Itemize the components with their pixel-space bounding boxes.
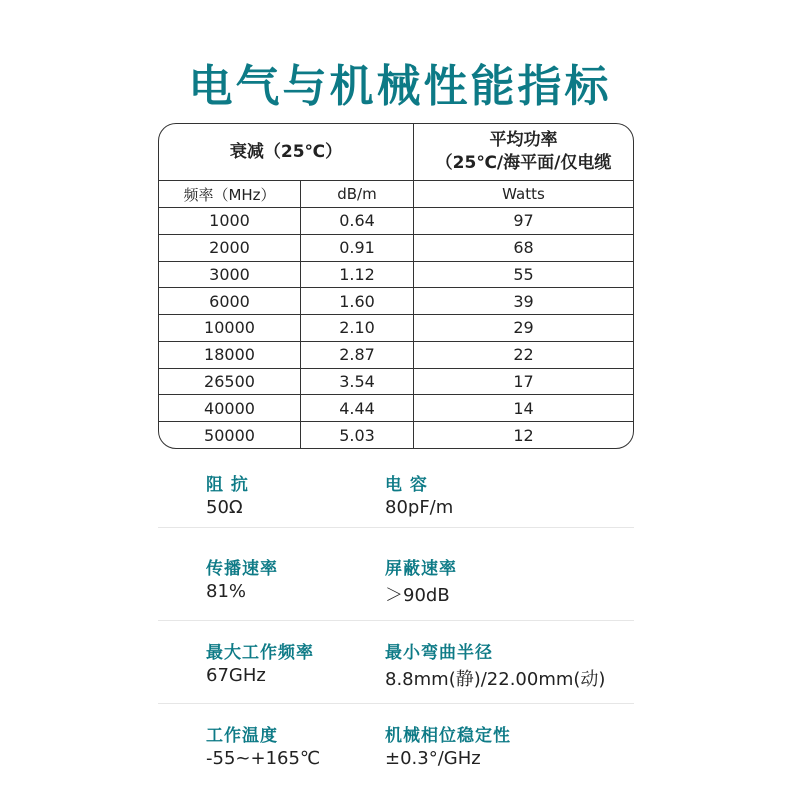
frequency-column-header: 频率（MHz） — [159, 181, 301, 208]
attenuation-cell: 4.44 — [301, 395, 414, 422]
phase-stability-value: ±0.3°/GHz — [385, 748, 481, 769]
attenuation-cell: 1.12 — [301, 262, 414, 289]
attenuation-cell: 0.64 — [301, 208, 414, 235]
shielding-rate-value: ＞90dB — [385, 585, 450, 606]
table-row — [159, 369, 633, 396]
table-row — [159, 395, 633, 422]
impedance-label: 阻 抗 — [206, 475, 249, 495]
power-cell: 17 — [414, 369, 633, 396]
phase-stability-label: 机械相位稳定性 — [385, 726, 511, 746]
power-column-header: Watts — [414, 181, 633, 208]
divider — [158, 703, 634, 704]
power-cell: 39 — [414, 288, 633, 315]
power-cell: 97 — [414, 208, 633, 235]
max-frequency-label: 最大工作频率 — [206, 643, 314, 663]
divider — [158, 527, 634, 528]
operating-temperature-label: 工作温度 — [206, 726, 278, 746]
average-power-header — [414, 124, 633, 181]
propagation-rate-value: 81% — [206, 581, 247, 602]
attenuation-cell: 2.87 — [301, 342, 414, 369]
max-frequency-value: 67GHz — [206, 665, 266, 686]
frequency-cell: 1000 — [159, 208, 301, 235]
power-cell: 55 — [414, 262, 633, 289]
table-row — [159, 208, 633, 235]
divider — [158, 620, 634, 621]
attenuation-cell: 5.03 — [301, 422, 414, 448]
frequency-cell: 3000 — [159, 262, 301, 289]
power-cell: 68 — [414, 235, 633, 262]
capacitance-label: 电 容 — [385, 475, 428, 495]
power-cell: 22 — [414, 342, 633, 369]
table-row — [159, 315, 633, 342]
frequency-cell: 18000 — [159, 342, 301, 369]
frequency-cell: 2000 — [159, 235, 301, 262]
min-bend-radius-value: 8.8mm(静)/22.00mm(动) — [385, 669, 606, 690]
capacitance-value: 80pF/m — [385, 497, 454, 518]
attenuation-cell: 2.10 — [301, 315, 414, 342]
table-row — [159, 235, 633, 262]
frequency-cell: 26500 — [159, 369, 301, 396]
page-title: 电气与机械性能指标 — [188, 61, 612, 112]
operating-temperature-value: -55~+165℃ — [206, 748, 321, 769]
attenuation-cell: 3.54 — [301, 369, 414, 396]
table-row — [159, 262, 633, 289]
attenuation-header: 衰减（25℃） — [159, 124, 414, 181]
frequency-cell: 50000 — [159, 422, 301, 448]
power-cell: 29 — [414, 315, 633, 342]
table-row — [159, 342, 633, 369]
power-cell: 14 — [414, 395, 633, 422]
impedance-value: 50Ω — [206, 497, 243, 518]
attenuation-cell: 0.91 — [301, 235, 414, 262]
propagation-rate-label: 传播速率 — [206, 559, 278, 579]
frequency-cell: 6000 — [159, 288, 301, 315]
shielding-rate-label: 屏蔽速率 — [385, 559, 457, 579]
attenuation-power-table — [158, 123, 634, 449]
frequency-cell: 40000 — [159, 395, 301, 422]
average-power-header-line2: （25℃/海平面/仅电缆 — [435, 153, 612, 173]
average-power-header-line1: 平均功率 — [489, 130, 558, 150]
table-row — [159, 288, 633, 315]
min-bend-radius-label: 最小弯曲半径 — [385, 643, 493, 663]
frequency-cell: 10000 — [159, 315, 301, 342]
power-cell: 12 — [513, 425, 534, 445]
attenuation-cell: 1.60 — [301, 288, 414, 315]
attenuation-column-header: dB/m — [301, 181, 414, 208]
table-row — [159, 422, 633, 448]
